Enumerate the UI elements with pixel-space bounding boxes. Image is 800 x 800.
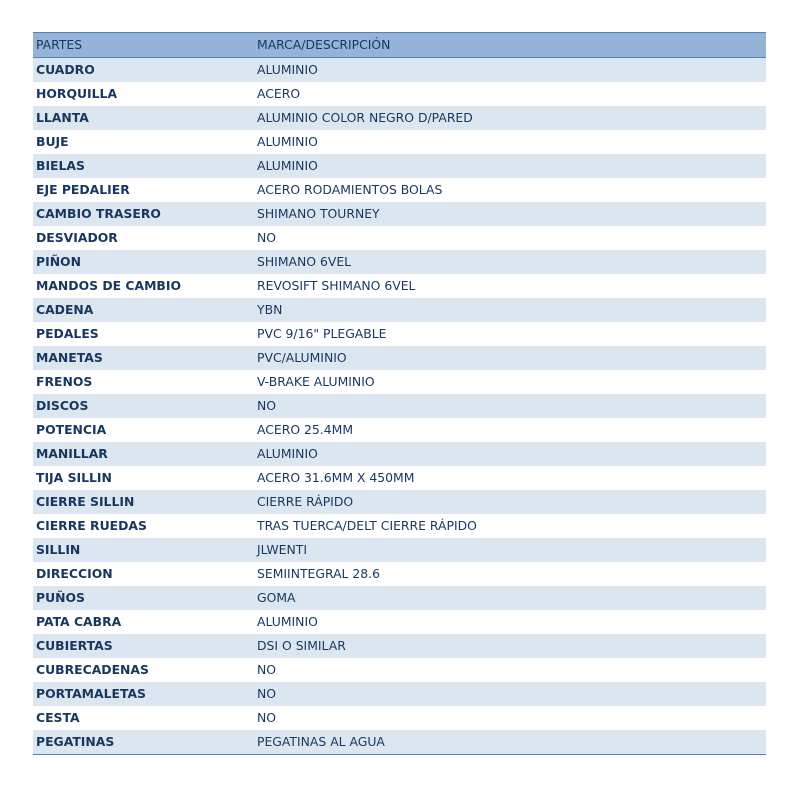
table-row xyxy=(33,730,766,755)
part-description-cell: NO xyxy=(254,706,766,730)
part-description-cell: ALUMINIO xyxy=(254,610,766,634)
table-row xyxy=(33,298,766,322)
table-row xyxy=(33,490,766,514)
table-row xyxy=(33,58,766,83)
table-row xyxy=(33,682,766,706)
table-row xyxy=(33,226,766,250)
part-description-cell: NO xyxy=(254,682,766,706)
part-name-cell: PUÑOS xyxy=(33,586,254,610)
part-description-cell: PEGATINAS AL AGUA xyxy=(254,730,766,755)
table-row xyxy=(33,562,766,586)
part-description-cell: YBN xyxy=(254,298,766,322)
part-name-cell: CUBRECADENAS xyxy=(33,658,254,682)
part-name-cell: BIELAS xyxy=(33,154,254,178)
table-row xyxy=(33,322,766,346)
part-description-cell: CIERRE RÁPIDO xyxy=(254,490,766,514)
part-description-cell: JLWENTI xyxy=(254,538,766,562)
part-description-cell: ALUMINIO xyxy=(254,58,766,83)
part-description-cell: ALUMINIO xyxy=(254,154,766,178)
part-description-cell: PVC/ALUMINIO xyxy=(254,346,766,370)
part-name-cell: BUJE xyxy=(33,130,254,154)
part-name-cell: CUADRO xyxy=(33,58,254,83)
part-description-cell: REVOSIFT SHIMANO 6VEL xyxy=(254,274,766,298)
part-description-cell: NO xyxy=(254,658,766,682)
table-row xyxy=(33,250,766,274)
table-row xyxy=(33,346,766,370)
part-name-cell: EJE PEDALIER xyxy=(33,178,254,202)
table-row xyxy=(33,706,766,730)
part-description-cell: TRAS TUERCA/DELT CIERRE RÁPIDO xyxy=(254,514,766,538)
part-name-cell: CAMBIO TRASERO xyxy=(33,202,254,226)
table-row xyxy=(33,370,766,394)
part-description-cell: SHIMANO 6VEL xyxy=(254,250,766,274)
table-row xyxy=(33,106,766,130)
part-description-cell: ALUMINIO COLOR NEGRO D/PARED xyxy=(254,106,766,130)
table-row xyxy=(33,514,766,538)
part-description-cell: NO xyxy=(254,394,766,418)
part-name-cell: CUBIERTAS xyxy=(33,634,254,658)
part-name-cell: DIRECCION xyxy=(33,562,254,586)
part-name-cell: POTENCIA xyxy=(33,418,254,442)
table-row xyxy=(33,586,766,610)
table-body xyxy=(33,58,766,755)
part-description-cell: ALUMINIO xyxy=(254,130,766,154)
table-row xyxy=(33,538,766,562)
part-description-cell: SEMIINTEGRAL 28.6 xyxy=(254,562,766,586)
part-name-cell: CESTA xyxy=(33,706,254,730)
part-description-cell: V-BRAKE ALUMINIO xyxy=(254,370,766,394)
part-description-cell: PVC 9/16" PLEGABLE xyxy=(254,322,766,346)
table-row xyxy=(33,394,766,418)
table-row xyxy=(33,274,766,298)
table-row xyxy=(33,610,766,634)
table-header xyxy=(33,33,766,58)
part-description-cell: ACERO xyxy=(254,82,766,106)
part-name-cell: PORTAMALETAS xyxy=(33,682,254,706)
table-row xyxy=(33,82,766,106)
column-header-description: MARCA/DESCRIPCIÓN xyxy=(254,33,766,58)
table-row xyxy=(33,634,766,658)
part-name-cell: MANILLAR xyxy=(33,442,254,466)
table-row xyxy=(33,658,766,682)
part-name-cell: DISCOS xyxy=(33,394,254,418)
part-description-cell: ACERO RODAMIENTOS BOLAS xyxy=(254,178,766,202)
spec-table xyxy=(33,32,766,755)
part-name-cell: CADENA xyxy=(33,298,254,322)
part-name-cell: FRENOS xyxy=(33,370,254,394)
part-description-cell: NO xyxy=(254,226,766,250)
part-name-cell: TIJA SILLIN xyxy=(33,466,254,490)
table-row xyxy=(33,130,766,154)
part-description-cell: ALUMINIO xyxy=(254,442,766,466)
part-name-cell: CIERRE SILLIN xyxy=(33,490,254,514)
part-name-cell: MANETAS xyxy=(33,346,254,370)
part-name-cell: PIÑON xyxy=(33,250,254,274)
table-row xyxy=(33,202,766,226)
part-description-cell: ACERO 25.4MM xyxy=(254,418,766,442)
table-row xyxy=(33,442,766,466)
part-description-cell: DSI O SIMILAR xyxy=(254,634,766,658)
part-description-cell: ACERO 31.6MM X 450MM xyxy=(254,466,766,490)
part-name-cell: CIERRE RUEDAS xyxy=(33,514,254,538)
part-description-cell: SHIMANO TOURNEY xyxy=(254,202,766,226)
table-row xyxy=(33,154,766,178)
part-name-cell: LLANTA xyxy=(33,106,254,130)
part-name-cell: MANDOS DE CAMBIO xyxy=(33,274,254,298)
column-header-part: PARTES xyxy=(33,33,254,58)
part-name-cell: DESVIADOR xyxy=(33,226,254,250)
part-name-cell: PEGATINAS xyxy=(33,730,254,755)
part-name-cell: SILLIN xyxy=(33,538,254,562)
header-row xyxy=(33,33,766,58)
table-row xyxy=(33,466,766,490)
part-name-cell: PATA CABRA xyxy=(33,610,254,634)
table-row xyxy=(33,418,766,442)
part-name-cell: HORQUILLA xyxy=(33,82,254,106)
table-row xyxy=(33,178,766,202)
part-name-cell: PEDALES xyxy=(33,322,254,346)
part-description-cell: GOMA xyxy=(254,586,766,610)
